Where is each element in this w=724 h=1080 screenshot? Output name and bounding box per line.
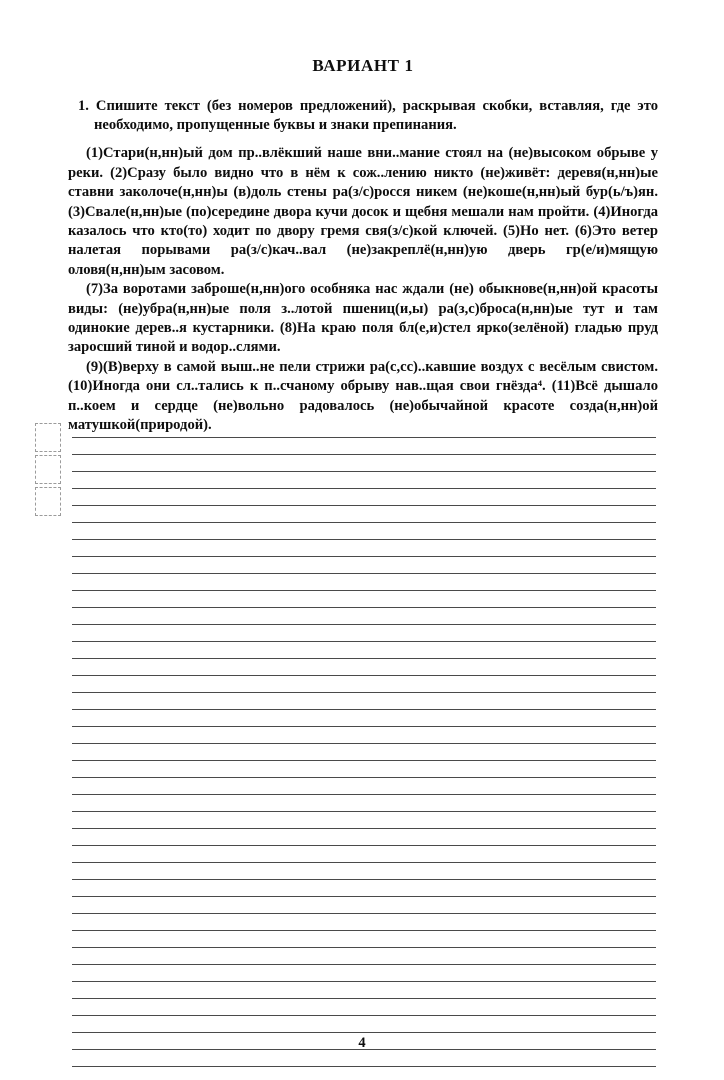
answer-line	[72, 846, 656, 863]
task-text: текст (без номеров предложений), раскрывая скобки, вставляя, где это необходимо, пропущенные буквы и знаки препинания.	[94, 98, 658, 134]
task-instruction	[78, 97, 658, 135]
answer-line	[72, 421, 656, 438]
dashed-marker-box	[35, 455, 61, 484]
answer-line	[72, 727, 656, 744]
answer-line	[72, 523, 656, 540]
answer-line	[72, 948, 656, 965]
answer-lines	[72, 421, 656, 1067]
answer-line	[72, 744, 656, 761]
task-verb: Спишите	[95, 98, 158, 114]
answer-line	[72, 608, 656, 625]
answer-line	[72, 829, 656, 846]
answer-line	[72, 506, 656, 523]
answer-line	[72, 455, 656, 472]
answer-line	[72, 863, 656, 880]
answer-line	[72, 812, 656, 829]
dashed-marker-box	[35, 487, 61, 516]
answer-line	[72, 914, 656, 931]
page-content	[68, 56, 658, 436]
exercise-paragraph-3: (9)(В)верху в самой выш..не пели стрижи ра(с,сс)..кавшие воздух с весёлым свистом. (10)Иногда они сл..тались к п..счаному обрыву нав..щая свои гнёзда⁴. (11)Всё дышало п..коем и сердце (не)вольно радовалось (не)обычайной красоте созда(н,нн)ой матушкой(природой).	[68, 358, 658, 434]
answer-line	[72, 965, 656, 982]
exercise-paragraph-2: (7)За воротами заброше(н,нн)ого особняка нас ждали (не) обыкнове(н,нн)ой красоты виды: (не)убра(н,нн)ые поля з..лотой пшениц(и,ы) ра(з,с)броса(н,нн)ые тут и там одинокие дерев..я кустарники. (8)На краю поля бл(е,и)стел ярко(зелёной) гладью пруд заросший тиной и водор..слями.	[68, 281, 658, 356]
answer-line	[72, 897, 656, 914]
answer-markers	[35, 423, 63, 519]
answer-line	[72, 761, 656, 778]
answer-line	[72, 778, 656, 795]
answer-line	[72, 591, 656, 608]
answer-line	[72, 1016, 656, 1033]
answer-line	[72, 472, 656, 489]
answer-line	[72, 795, 656, 812]
dashed-marker-box	[35, 423, 61, 452]
exercise-paragraph-1: (1)Стари(н,нн)ый дом пр..влёкший наше вни..мание стоял на (не)высоком обрыве у реки. (2)Сразу было видно что в нём к сож..лению никто (не)живёт: деревя(н,нн)ые ставни заколоче(н,нн)ы (в)доль стены ра(з/с)росся никем (не)коше(н,нн)ый бур(ь/ъ)ян. (3)Свале(н,нн)ые (по)середине двора кучи досок и щебня мешали нам пройти. (4)Иногда казалось что кто(то) ходит по двору гремя свя(з/с)кой ключей. (5)Но нет. (6)Это ветер налетая порывами ра(з/с)кач..вал (не)закреплё(н,нн)ую дверь гр(е/и)мящую оловя(н,нн)ым засовом.	[68, 145, 658, 278]
answer-line	[72, 625, 656, 642]
answer-line	[72, 710, 656, 727]
answer-line	[72, 659, 656, 676]
answer-line	[72, 676, 656, 693]
answer-line	[72, 880, 656, 897]
task-number: 1.	[78, 98, 89, 114]
answer-line	[72, 489, 656, 506]
answer-line	[72, 999, 656, 1016]
answer-line	[72, 1050, 656, 1067]
answer-line	[72, 557, 656, 574]
answer-line	[72, 642, 656, 659]
answer-line	[72, 438, 656, 455]
page-number: 4	[358, 1035, 366, 1051]
answer-line	[72, 574, 656, 591]
answer-line	[72, 540, 656, 557]
page-title: ВАРИАНТ 1	[312, 56, 414, 75]
answer-line	[72, 982, 656, 999]
answer-line	[72, 931, 656, 948]
exercise-text	[68, 144, 658, 435]
answer-line	[72, 693, 656, 710]
